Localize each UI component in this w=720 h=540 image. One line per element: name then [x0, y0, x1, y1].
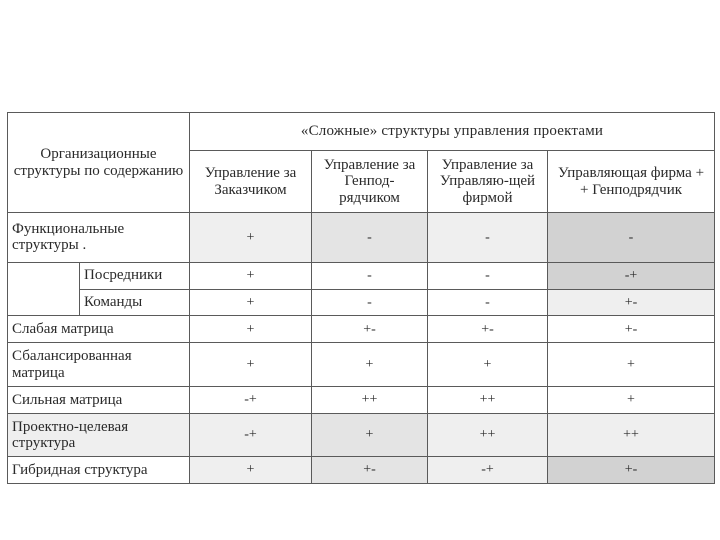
row-label: Слабая матрица: [8, 316, 190, 343]
table-cell: +-: [548, 289, 715, 316]
table-cell: +: [190, 457, 312, 484]
column-header-general-contractor: Управление за Генпод-рядчиком: [312, 151, 428, 213]
row-label: Гибридная структура: [8, 457, 190, 484]
table-cell: -+: [190, 413, 312, 456]
table-cell: +-: [428, 316, 548, 343]
table-cell: +: [548, 343, 715, 386]
table-cell: +: [190, 289, 312, 316]
table-row: [8, 413, 715, 456]
table-cell: +: [190, 343, 312, 386]
table-cell: +-: [548, 457, 715, 484]
corner-header: Организационные структуры по содержанию: [8, 113, 190, 213]
table-row: [8, 316, 715, 343]
column-header-management-firm: Управление за Управляю-щей фирмой: [428, 151, 548, 213]
table-cell: -: [428, 262, 548, 289]
table-cell: +: [190, 262, 312, 289]
table-cell: -+: [548, 262, 715, 289]
table-row: [8, 213, 715, 263]
table-row: [8, 386, 715, 413]
row-label: Проектно-целевая структура: [8, 413, 190, 456]
super-header: «Сложные» структуры управления проектами: [190, 113, 715, 151]
table-row: [8, 343, 715, 386]
column-header-firm-plus-contractor: Управляющая фирма + + Генподрядчик: [548, 151, 715, 213]
indent-cell: [8, 262, 80, 316]
table-cell: +: [548, 386, 715, 413]
table-cell: +: [312, 343, 428, 386]
table-cell: -: [548, 213, 715, 263]
table-cell: -: [312, 262, 428, 289]
table-cell: -+: [190, 386, 312, 413]
row-label: Функциональные структуры .: [8, 213, 190, 263]
table-row: [8, 289, 715, 316]
table-cell: -: [428, 289, 548, 316]
comparison-table: [7, 112, 715, 484]
table-cell: ++: [428, 413, 548, 456]
row-label: Команды: [80, 289, 190, 316]
table-cell: ++: [428, 386, 548, 413]
table-cell: -: [312, 289, 428, 316]
column-header-customer: Управление за Заказчиком: [190, 151, 312, 213]
table-cell: +-: [548, 316, 715, 343]
table-row: [8, 262, 715, 289]
table-cell: -+: [428, 457, 548, 484]
table-cell: +: [190, 316, 312, 343]
table-cell: +: [312, 413, 428, 456]
row-label: Сбалансированная матрица: [8, 343, 190, 386]
table-cell: -: [428, 213, 548, 263]
table-cell: +-: [312, 457, 428, 484]
table-cell: -: [312, 213, 428, 263]
table-cell: +: [190, 213, 312, 263]
row-label: Посредники: [80, 262, 190, 289]
row-label: Сильная матрица: [8, 386, 190, 413]
table-cell: ++: [312, 386, 428, 413]
table-cell: +-: [312, 316, 428, 343]
table-cell: ++: [548, 413, 715, 456]
table-cell: +: [428, 343, 548, 386]
table-row: [8, 457, 715, 484]
